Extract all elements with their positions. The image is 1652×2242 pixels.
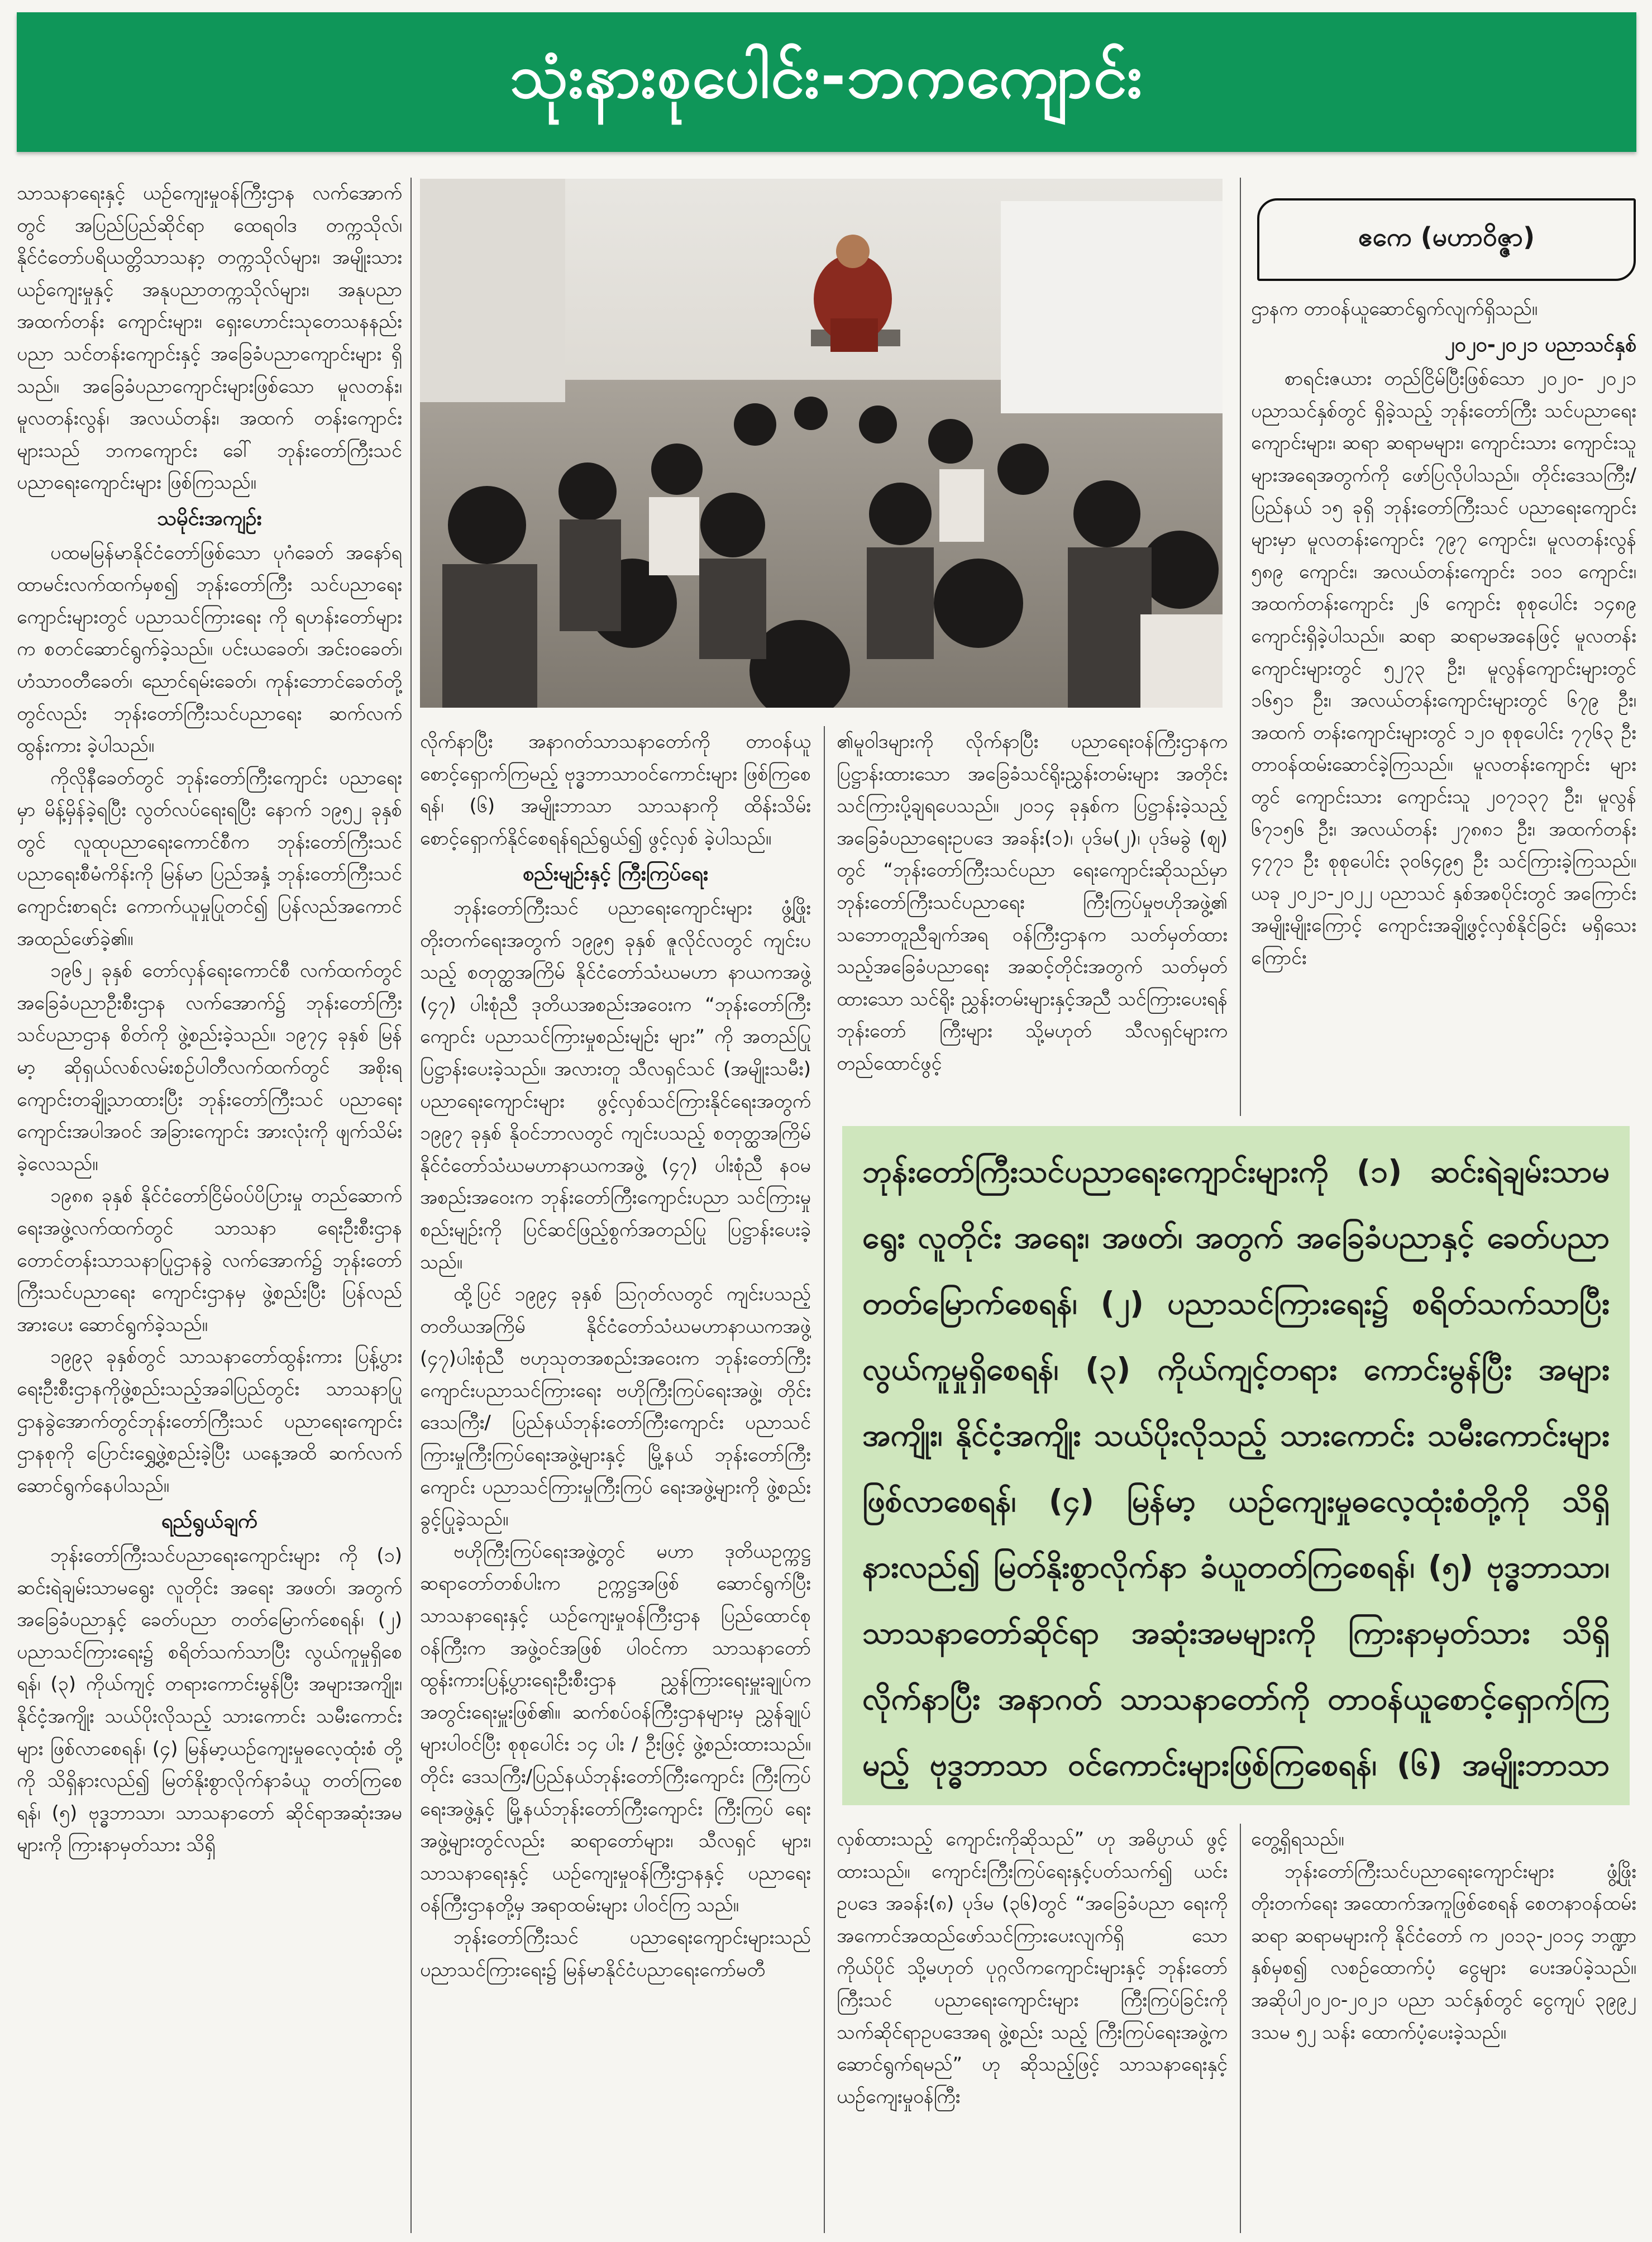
column-1	[17, 178, 402, 2233]
column-4-top	[1251, 293, 1636, 1112]
paragraph: ဗဟိုကြီးကြပ်ရေးအဖွဲ့တွင် မဟာ ဒုတိယဥက္ကဋ္ဌ ဆရာတော်တစ်ပါးက ဥက္ကဋ္ဌအဖြစ် ဆောင်ရွက်ပြီး သာသနာရေးနှင့် ယဉ်ကျေးမှုဝန်ကြီးဌာန ပြည်ထောင်စုဝန်ကြီးက အဖွဲ့ဝင်အဖြစ် ပါဝင်ကာ သာသနာတော် ထွန်းကားပြန့်ပွားရေးဦးစီးဌာန ညွှန်ကြားရေးမှူးချုပ်က အတွင်းရေးမှူးဖြစ်၏။ ဆက်စပ်ဝန်ကြီးဌာနများမှ ညွှန်ချုပ်များပါဝင်ပြီး စုစုပေါင်း ၁၄ ပါး / ဦးဖြင့် ဖွဲ့စည်းထားသည်။ တိုင်း ဒေသကြီး/ပြည်နယ်ဘုန်းတော်ကြီးကျောင်း ကြီးကြပ် ရေးအဖွဲ့နှင့် မြို့နယ်ဘုန်းတော်ကြီးကျောင်း ကြီးကြပ် ရေးအဖွဲ့များတွင်လည်း ဆရာတော်များ၊ သီလရှင် များ၊ သာသနာရေးနှင့် ယဉ်ကျေးမှုဝန်ကြီးဌာနနှင့် ပညာရေးဝန်ကြီးဌာနတို့မှ အရာထမ်းများ ပါဝင်ကြ သည်။	[420, 1540, 811, 1917]
history-heading: သမိုင်းအကျဉ်း	[157, 507, 262, 530]
paragraph: လိုက်နာပြီး အနာဂတ်သာသနာတော်ကို တာဝန်ယူ စောင့်ရှောက်ကြမည့် ဗုဒ္ဓဘာသာဝင်ကောင်းများ ဖြစ်ကြစေရန်၊ (၆) အမျိုးဘာသာ သာသနာကို ထိန်းသိမ်း စောင့်ရှောက်နိုင်စေရန်ရည်ရွယ်၍ ဖွင့်လှစ် ခဲ့ပါသည်။	[420, 731, 811, 850]
paragraph: တွေ့ရှိရသည်။	[1251, 1828, 1344, 1850]
paragraph: ဘုန်းတော်ကြီးသင် ပညာရေးကျောင်းများ ဖွံ့ဖြိုးတိုးတက်ရေးအတွက် ၁၉၉၅ ခုနှစ် ဇူလိုင်လတွင် ကျင်းပသည့် စတုတ္ထအကြိမ် နိုင်ငံတော်သံဃမဟာ နာယကအဖွဲ့ (၄၇) ပါးစုံညီ ဒုတိယအစည်းအဝေးက “ဘုန်းတော်ကြီးကျောင်း ပညာသင်ကြားမှုစည်းမျဉ်း များ” ကို အတည်ပြုပြဋ္ဌာန်းပေးခဲ့သည်။ အလားတူ သီလရှင်သင် (အမျိုးသမီး) ပညာရေးကျောင်းများ ဖွင့်လှစ်သင်ကြားနိုင်ရေးအတွက် ၁၉၉၇ ခုနှစ် နိုဝင်ဘာလတွင် ကျင်းပသည့် စတုတ္ထအကြိမ် နိုင်ငံတော်သံဃမဟာနာယကအဖွဲ့ (၄၇) ပါးစုံညီ နဝမအစည်းအဝေးက ဘုန်းတော်ကြီးကျောင်းပညာ သင်ကြားမှုစည်းမျဉ်းကို ပြင်ဆင်ဖြည့်စွက်အတည်ပြု ပြဋ္ဌာန်းပေးခဲ့သည်။	[420, 896, 811, 1273]
column-divider	[1240, 1824, 1241, 2233]
paragraph: ဌာနက တာဝန်ယူဆောင်ရွက်လျက်ရှိသည်။	[1251, 298, 1538, 320]
goals-heading: ရည်ရွယ်ချက်	[161, 1510, 258, 1533]
column-3-top	[837, 726, 1228, 1112]
paragraph: ဘုန်းတော်ကြီးသင် ပညာရေးကျောင်းများသည် ပညာသင်ကြားရေး၌ မြန်မာနိုင်ငံပညာရေးကော်မတီ	[420, 1926, 811, 1981]
paragraph: ပထမမြန်မာနိုင်ငံတော်ဖြစ်သော ပုဂံခေတ် အနော်ရထာမင်းလက်ထက်မှစ၍ ဘုန်းတော်ကြီး သင်ပညာရေးကျောင်းများတွင် ပညာသင်ကြားရေး ကို ရဟန်းတော်များက စတင်ဆောင်ရွက်ခဲ့သည်။ ပင်းယခေတ်၊ အင်းဝခေတ်၊ ဟံသာဝတီခေတ်၊ ညောင်ရမ်းခေတ်၊ ကုန်းဘောင်ခေတ်တို့တွင်လည်း ဘုန်းတော်ကြီးသင်ပညာရေး ဆက်လက်ထွန်းကား ခဲ့ပါသည်။	[17, 541, 402, 757]
column-divider	[824, 726, 825, 2233]
column-divider	[1240, 178, 1241, 1116]
year-heading: ၂၀၂၀-၂၀၂၁ ပညာသင်နှစ်	[1445, 333, 1636, 356]
paragraph: ၁၉၆၂ ခုနှစ် တော်လှန်ရေးကောင်စီ လက်ထက်တွင် အခြေခံပညာဦးစီးဌာန လက်အောက်၌ ဘုန်းတော်ကြီးသင်ပညာဌာန စိတ်ကို ဖွဲ့စည်းခဲ့သည်။ ၁၉၇၄ ခုနှစ် မြန်မာ့ ဆိုရှယ်လစ်လမ်းစဉ်ပါတီလက်ထက်တွင် အစိုးရ ကျောင်းတချို့သာထားပြီး ဘုန်းတော်ကြီးသင် ပညာရေးကျောင်းအပါအဝင် အခြားကျောင်း အားလုံးကို ဖျက်သိမ်းခဲ့လေသည်။	[17, 960, 402, 1175]
column-2	[420, 726, 811, 2233]
paragraph: ထို့ပြင် ၁၉၉၄ ခုနှစ် ဩဂုတ်လတွင် ကျင်းပသည့် တတိယအကြိမ် နိုင်ငံတော်သံဃမဟာနာယကအဖွဲ့ (၄၇)ပါးစုံညီ ဗဟုသုတအစည်းအဝေးက ဘုန်းတော်ကြီး ကျောင်းပညာသင်ကြားရေး ဗဟိုကြီးကြပ်ရေးအဖွဲ့၊ တိုင်းဒေသကြီး/ ပြည်နယ်ဘုန်းတော်ကြီးကျောင်း ပညာသင်ကြားမှုကြီးကြပ်ရေးအဖွဲ့များနှင့် မြို့နယ် ဘုန်းတော်ကြီးကျောင်း ပညာသင်ကြားမှုကြီးကြပ် ရေးအဖွဲ့များကို ဖွဲ့စည်းခွင့်ပြုခဲ့သည်။	[420, 1283, 811, 1531]
paragraph: လှစ်ထားသည့် ကျောင်းကိုဆိုသည်” ဟု အဓိပ္ပာယ် ဖွင့်ထားသည်။ ကျောင်းကြီးကြပ်ရေးနှင့်ပတ်သက်၍ ယင်းဥပဒေ အခန်း(၈) ပုဒ်မ (၃၆)တွင် “အခြေခံပညာ ရေးကို အကောင်အထည်ဖော်သင်ကြားပေးလျက်ရှိ သော ကိုယ်ပိုင် သို့မဟုတ် ပုဂ္ဂလိကကျောင်းများနှင့် ဘုန်းတော်ကြီးသင် ပညာရေးကျောင်းများ ကြီးကြပ်ခြင်းကို သက်ဆိုင်ရာဥပဒေအရ ဖွဲ့စည်း သည့် ကြီးကြပ်ရေးအဖွဲ့က ဆောင်ရွက်ရမည်” ဟု ဆိုသည့်ဖြင့် သာသနာရေးနှင့် ယဉ်ကျေးမှုဝန်ကြီး	[837, 1828, 1228, 2108]
intro-paragraph: သာသနာရေးနှင့် ယဉ်ကျေးမှုဝန်ကြီးဌာန လက်အောက်တွင် အပြည်ပြည်ဆိုင်ရာ ထေရဝါဒ တက္ကသိုလ်၊ နိုင်ငံတော်ပရိယတ္တိသာသနာ့ တက္ကသိုလ်များ၊ အမျိုးသားယဉ်ကျေးမှုနှင့် အနုပညာတက္ကသိုလ်များ၊ အနုပညာအထက်တန်း ကျောင်းများ၊ ရှေးဟောင်းသုတေသနနည်းပညာ သင်တန်းကျောင်းနှင့် အခြေခံပညာကျောင်းများ ရှိသည်။ အခြေခံပညာကျောင်းများဖြစ်သော မူလတန်း၊ မူလတန်းလွန်၊ အလယ်တန်း၊ အထက် တန်းကျောင်းများသည် ဘကကျောင်း ခေါ် ဘုန်းတော်ကြီးသင် ပညာရေးကျောင်းများ ဖြစ်ကြသည်။	[17, 182, 402, 494]
paragraph: ၏မူဝါဒများကို လိုက်နာပြီး ပညာရေးဝန်ကြီးဌာနက ပြဋ္ဌာန်းထားသော အခြေခံသင်ရိုးညွှန်းတမ်းများ အတိုင်း သင်ကြားပို့ချရပေသည်။ ၂၀၁၄ ခုနှစ်က ပြဋ္ဌာန်းခဲ့သည့် အခြေခံပညာရေးဥပဒေ အခန်း(၁)၊ ပုဒ်မ(၂)၊ ပုဒ်မခွဲ (ဈ) တွင် “ဘုန်းတော်ကြီးသင်ပညာ ရေးကျောင်းဆိုသည်မှာ ဘုန်းတော်ကြီးသင်ပညာရေး ကြီးကြပ်မှုဗဟိုအဖွဲ့၏ သဘောတူညီချက်အရ ဝန်ကြီးဌာနက သတ်မှတ်ထားသည့်အခြေခံပညာရေး အဆင့်တိုင်းအတွက် သတ်မှတ်ထားသော သင်ရိုး ညွှန်းတမ်းများနှင့်အညီ သင်ကြားပေးရန် ဘုန်းတော် ကြီးများ သို့မဟုတ် သီလရှင်များက တည်ထောင်ဖွင့်	[837, 731, 1228, 1075]
author-name: ဧကေ (မဟာဝိဇ္ဇာ)	[1358, 221, 1535, 252]
paragraph: ဘုန်းတော်ကြီးသင်ပညာရေးကျောင်းများ ကို (၁) ဆင်းရဲချမ်းသာမရွေး လူတိုင်း အရေး အဖတ်၊ အတွက် အခြေခံပညာနှင့် ခေတ်ပညာ တတ်မြောက်စေရန်၊ (၂) ပညာသင်ကြားရေး၌ စရိတ်သက်သာပြီး လွယ်ကူမှုရှိစေရန်၊ (၃) ကိုယ်ကျင့် တရားကောင်းမွန်ပြီး အများအကျိုး၊ နိုင်ငံ့အကျိုး သယ်ပိုးလိုသည့် သားကောင်း သမီးကောင်းများ ဖြစ်လာစေရန်၊ (၄) မြန်မာ့ယဉ်ကျေးမှုဓလေ့ထုံးစံ တို့ကို သိရှိနားလည်၍ မြတ်နိုးစွာလိုက်နာခံယူ တတ်ကြစေရန်၊ (၅) ဗုဒ္ဓဘာသာ၊ သာသနာတော် ဆိုင်ရာအဆုံးအမများကို ကြားနာမှတ်သား သိရှိ	[17, 1544, 402, 1857]
paragraph: ၁၉၉၃ ခုနှစ်တွင် သာသနာတော်ထွန်းကား ပြန့်ပွားရေးဦးစီးဌာနကိုဖွဲ့စည်းသည့်အခါပြည်တွင်း သာသနာပြုဌာနခွဲအောက်တွင်ဘုန်းတော်ကြီးသင် ပညာရေးကျောင်းဌာနစုကို ပြောင်းရွှေ့ဖွဲ့စည်းခဲ့ပြီး ယနေ့အထိ ဆက်လက်ဆောင်ရွက်နေပါသည်။	[17, 1346, 402, 1497]
byline-box	[1257, 198, 1636, 281]
column-4-bottom	[1251, 1824, 1636, 2233]
admin-heading: စည်းမျဉ်းနှင့် ကြီးကြပ်ရေး	[522, 862, 709, 886]
headline: သုံးနားစုပေါင်း-ဘကကျောင်း	[509, 42, 1144, 112]
pull-quote: ဘုန်းတော်ကြီးသင်ပညာရေးကျောင်းများကို (၁) ဆင်းရဲချမ်းသာမရွေး လူတိုင်း အရေး၊ အဖတ်၊ အတွက် အခြေခံပညာနှင့် ခေတ်ပညာ တတ်မြောက်စေရန်၊ (၂) ပညာသင်ကြားရေး၌ စရိတ်သက်သာပြီး လွယ်ကူမှုရှိစေရန်၊ (၃) ကိုယ်ကျင့်တရား ကောင်းမွန်ပြီး အများအကျိုး၊ နိုင်ငံ့အကျိုး သယ်ပိုးလိုသည့် သားကောင်း သမီးကောင်းများ ဖြစ်လာစေရန်၊ (၄) မြန်မာ့ ယဉ်ကျေးမှုဓလေ့ထုံးစံတို့ကို သိရှိနားလည်၍ မြတ်နိုးစွာလိုက်နာ ခံယူတတ်ကြစေရန်၊ (၅) ဗုဒ္ဓဘာသာ၊ သာသနာတော်ဆိုင်ရာ အဆုံးအမများကို ကြားနာမှတ်သား သိရှိလိုက်နာပြီး အနာဂတ် သာသနာတော်ကို တာဝန်ယူစောင့်ရှောက်ကြမည့် ဗုဒ္ဓဘာသာ ဝင်ကောင်းများဖြစ်ကြစေရန်၊ (၆) အမျိုးဘာသာ	[842, 1126, 1630, 1805]
paragraph: ဘုန်းတော်ကြီးသင်ပညာရေးကျောင်းများ ဖွံ့ဖြိုးတိုးတက်ရေး အထောက်အကူဖြစ်စေရန် စေတနာဝန်ထမ်း ဆရာ ဆရာမများကို နိုင်ငံတော် က ၂၀၁၃-၂၀၁၄ ဘဏ္ဍာနှစ်မှစ၍ လစဉ်ထောက်ပံ့ ငွေများ ပေးအပ်ခဲ့သည်။ အဆိုပါ၂၀၂၀-၂၀၂၁ ပညာ သင်နှစ်တွင် ငွေကျပ် ၃၉၉၂ ဒသမ ၅၂ သန်း ထောက်ပံ့ပေးခဲ့သည်။	[1251, 1860, 1636, 2044]
paragraph: ၁၉၈၈ ခုနှစ် နိုင်ငံတော်ငြိမ်ဝပ်ပိပြားမှု တည်ဆောက်ရေးအဖွဲ့လက်ထက်တွင် သာသနာ ရေးဦးစီးဌာန တောင်တန်းသာသနာပြုဌာနခွဲ လက်အောက်၌ ဘုန်းတော်ကြီးသင်ပညာရေး ကျောင်းဌာနမှ ဖွဲ့စည်းပြီး ပြန်လည်အားပေး ဆောင်ရွက်ခဲ့သည်။	[17, 1185, 402, 1336]
paragraph: ကိုလိုနီခေတ်တွင် ဘုန်းတော်ကြီးကျောင်း ပညာရေးမှာ မိန့်မှိန်ခဲ့ရပြီး လွတ်လပ်ရေးရပြီး နောက် ၁၉၅၂ ခုနှစ်တွင် လူထုပညာရေးကောင်စီက ဘုန်းတော်ကြီးသင်ပညာရေးစီမံကိန်းကို မြန်မာ ပြည်အနှံ့ ဘုန်းတော်ကြီးသင်ကျောင်းစာရင်း ကောက်ယူမှုပြုတင်၍ ပြန်လည်အကောင် အထည်ဖော်ခဲ့၏။	[17, 766, 402, 950]
column-divider	[410, 178, 412, 2233]
headline-banner	[17, 12, 1636, 152]
column-3-bottom	[837, 1824, 1228, 2233]
paragraph: စာရင်းဇယား တည်ငြိမ်ပြီးဖြစ်သော ၂၀၂၀- ၂၀၂၁ ပညာသင်နှစ်တွင် ရှိခဲ့သည့် ဘုန်းတော်ကြီး သင်ပညာရေးကျောင်းများ၊ ဆရာ ဆရာမများ၊ ကျောင်းသား ကျောင်းသူများအရေအတွက်ကို ဖော်ပြလိုပါသည်။ တိုင်းဒေသကြီး/ ပြည်နယ် ၁၅ ခုရှိ ဘုန်းတော်ကြီးသင် ပညာရေးကျောင်းများမှာ မူလတန်းကျောင်း ၇၉၇ ကျောင်း၊ မူလတန်းလွန် ၅၈၉ ကျောင်း၊ အလယ်တန်းကျောင်း ၁၀၁ ကျောင်း၊ အထက်တန်းကျောင်း ၂၆ ကျောင်း စုစုပေါင်း ၁၄၈၉ ကျောင်းရှိခဲ့ပါသည်။ ဆရာ ဆရာမအနေဖြင့် မူလတန်းကျောင်းများတွင် ၅၂၇၃ ဦး၊ မူလွန်ကျောင်းများတွင် ၁၆၅၁ ဦး၊ အလယ်တန်းကျောင်းများတွင် ၆၇၉ ဦး၊ အထက် တန်းကျောင်းများတွင် ၁၂၀ စုစုပေါင်း ၇၇၆၃ ဦး တာဝန်ထမ်းဆောင်ခဲ့ကြသည်။ မူလတန်းကျောင်း များတွင် ကျောင်းသား ကျောင်းသူ ၂၀၇၁၃၇ ဦး၊ မူလွန် ၆၇၁၅၆ ဦး၊ အလယ်တန်း ၂၇၈၈၁ ဦး၊ အထက်တန်း ၄၇၇၁ ဦး စုစုပေါင်း ၃၀၆၄၉၅ ဦး သင်ကြားခဲ့ကြသည်။ ယခု ၂၀၂၁-၂၀၂၂ ပညာသင် နှစ်အစပိုင်းတွင် အကြောင်းအမျိုးမျိုးကြောင့် ကျောင်းအချို့ဖွင့်လှစ်နိုင်ခြင်း မရှိသေးကြောင်း	[1251, 368, 1636, 969]
monk-teaching-class-photo-icon	[420, 179, 1223, 708]
article-photo	[420, 179, 1223, 708]
